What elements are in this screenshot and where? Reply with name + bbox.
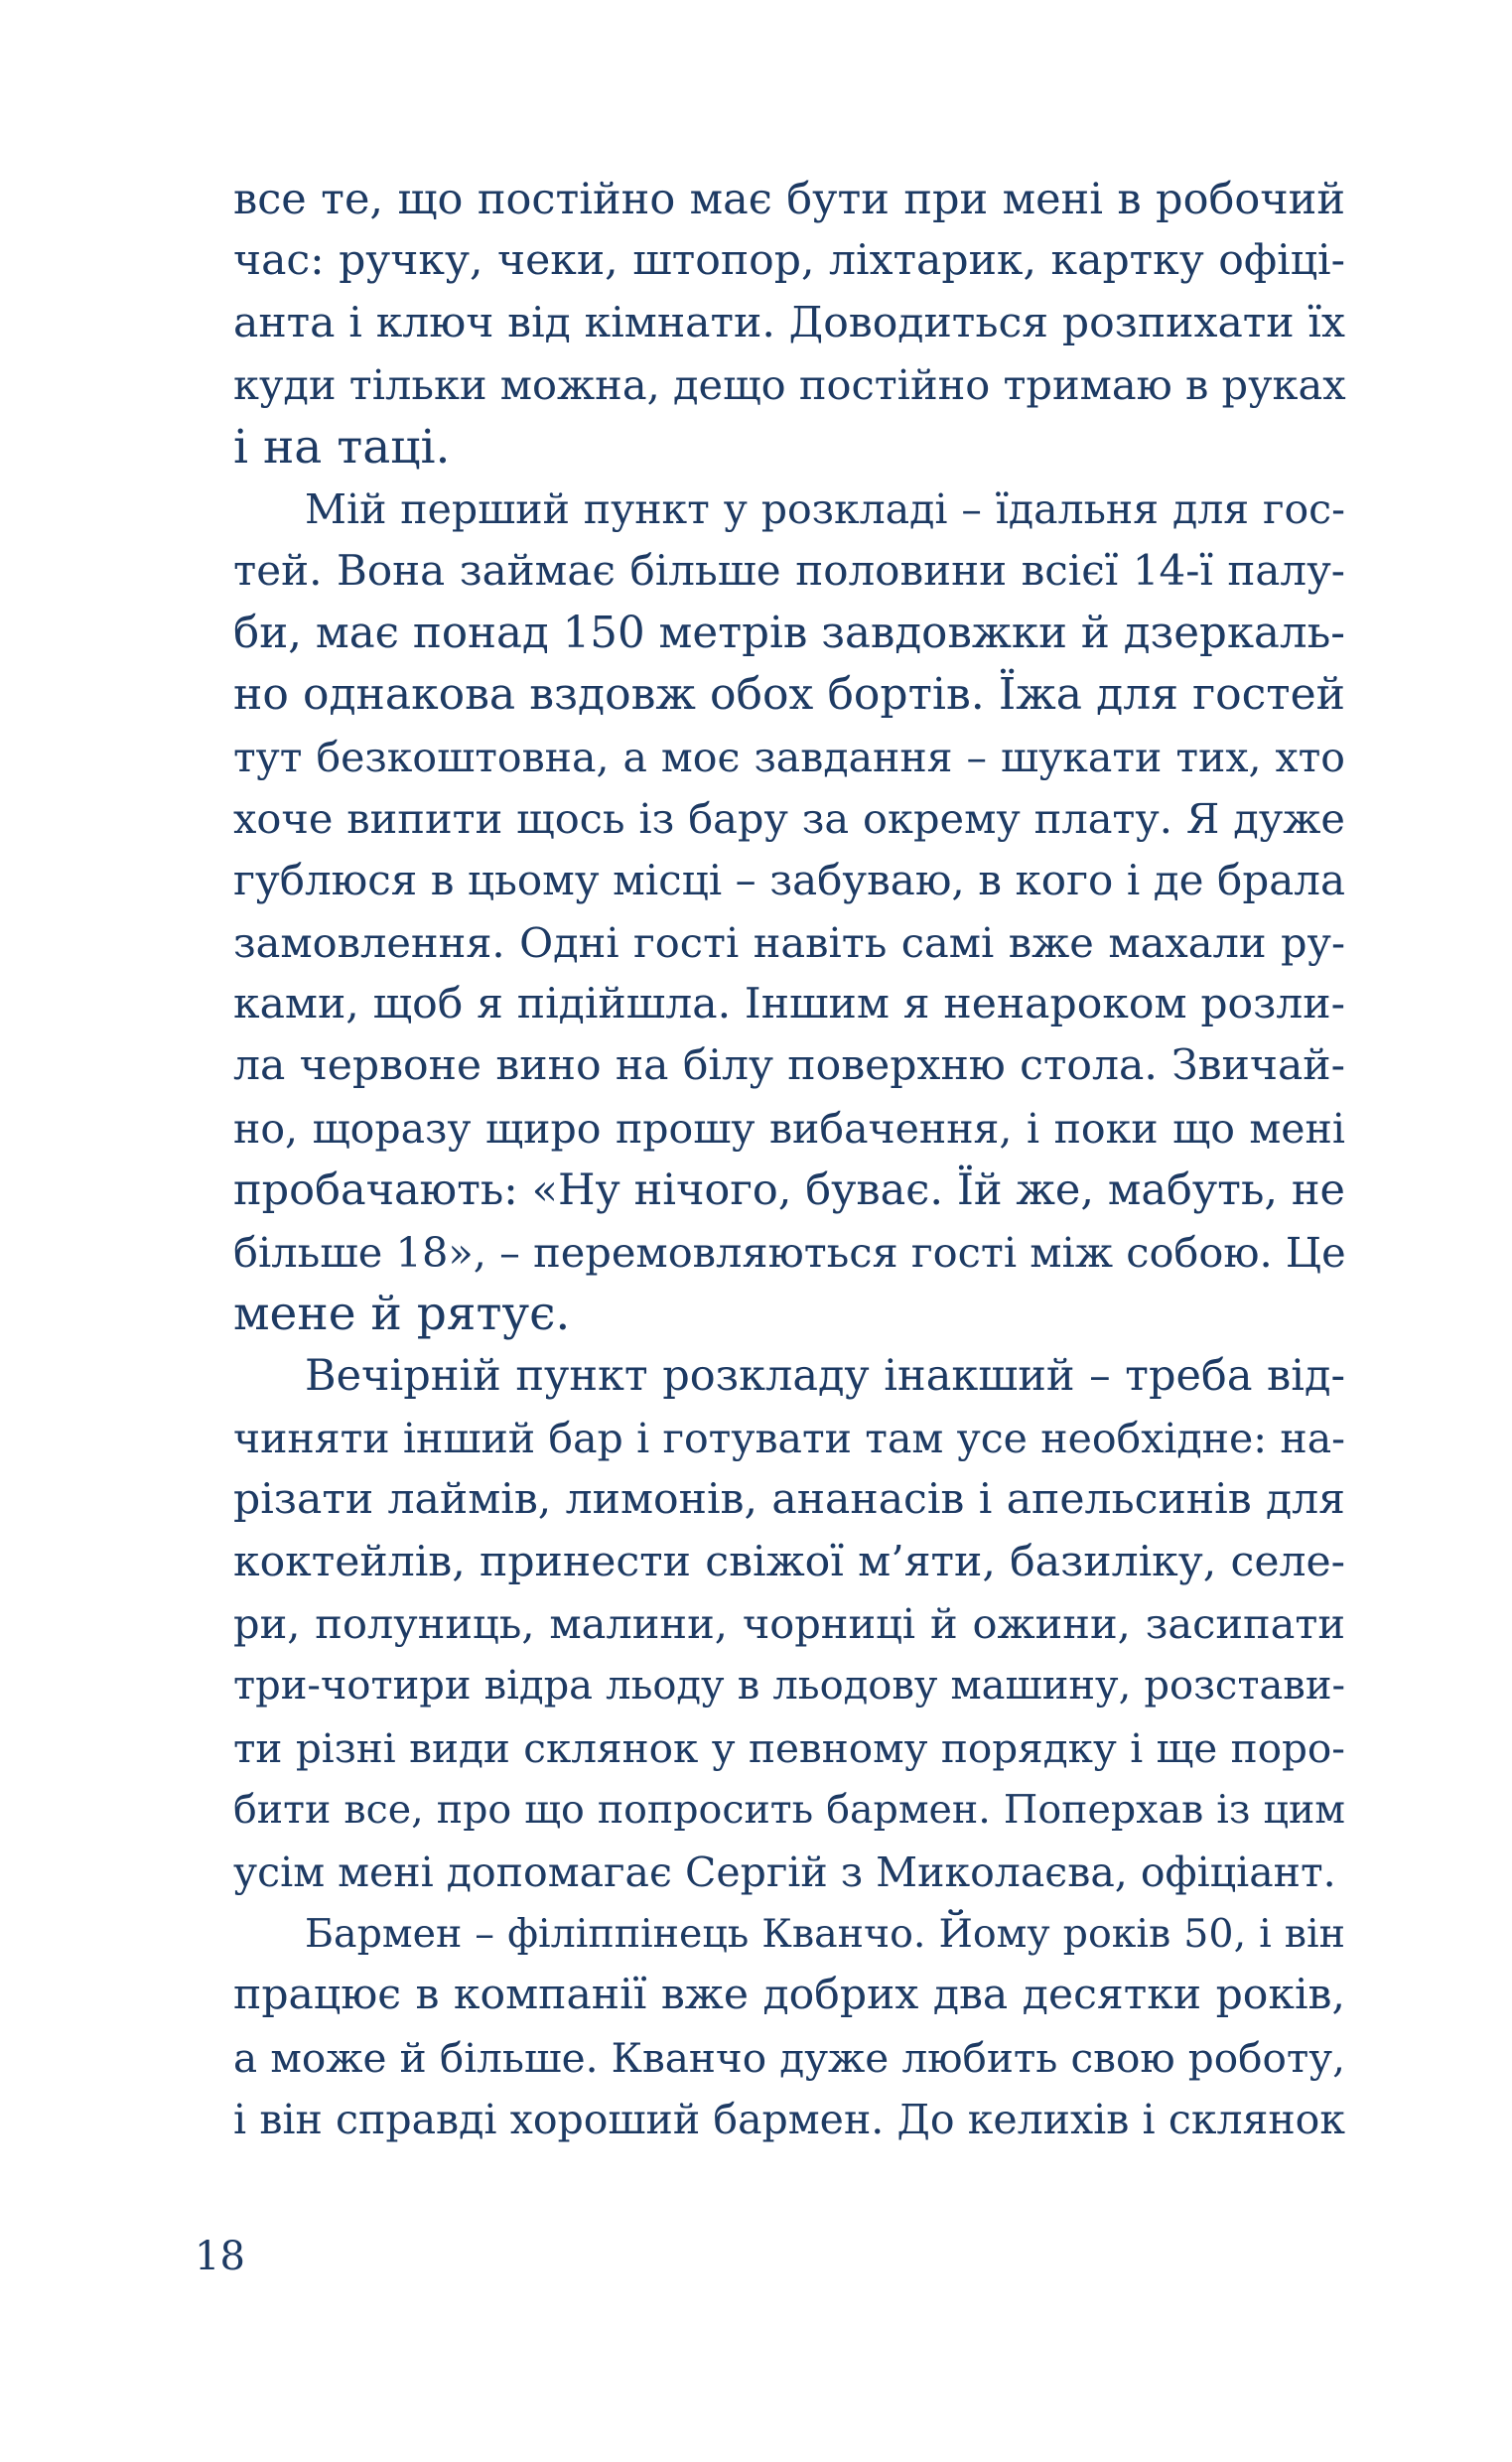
text-line: ри, полуниць, малини, чорниці й ожини, засипати (233, 1598, 1345, 1648)
text-line: а може й більше. Кванчо дуже любить свою роботу, (233, 2033, 1345, 2082)
text-line: Бармен – філіппінець Кванчо. Йому років 50, і він (305, 1910, 1345, 1957)
text-line: замовлення. Одні гості навіть самі вже махали ру- (233, 917, 1345, 967)
text-line: тей. Вона займає більше половини всієї 14-ї палу- (233, 546, 1345, 596)
text-line: би, має понад 150 метрів завдовжки й дзеркаль- (233, 608, 1345, 658)
text-line: бити все, про що попросить бармен. Поперхав із цим (233, 1787, 1345, 1834)
text-line: все те, що постійно має бути при мені в робочий (233, 175, 1345, 224)
text-line: мене й рятує. (233, 1287, 571, 1342)
text-line: пробачають: «Ну нічого, буває. Їй же, мабуть, не (233, 1165, 1345, 1216)
text-line: і він справді хороший бармен. До келихів і склянок (233, 2096, 1345, 2144)
text-line: Вечірній пункт розкладу інакший – треба від- (305, 1351, 1345, 1402)
text-line: усім мені допомагає Сергій з Миколаєва, офіціант. (233, 1847, 1336, 1896)
text-line: куди тільки можна, дещо постійно тримаю в руках (233, 360, 1346, 410)
text-line: чиняти інший бар і готувати там усе необхідне: на- (233, 1414, 1345, 1462)
page-number: 18 (195, 2234, 245, 2279)
text-line: різати лаймів, лимонів, ананасів і апельсинів для (233, 1475, 1345, 1525)
text-line: час: ручку, чеки, штопор, ліхтарик, картку офіці- (233, 236, 1345, 286)
text-line: більше 18», – перемовляються гості між собою. Це (233, 1227, 1346, 1277)
text-line: працює в компанії вже добрих два десятки років, (233, 1971, 1345, 2020)
text-line: ками, щоб я підійшла. Іншим я ненароком розли- (233, 980, 1345, 1029)
text-line: хоче випити щось із бару за окрему плату. Я дуже (233, 793, 1345, 843)
text-line: коктейлів, принести свіжої м’яти, базиліку, селе- (233, 1537, 1345, 1586)
text-line: ти різні види склянок у певному порядку і ще поро- (233, 1723, 1345, 1772)
text-line: анта і ключ від кімнати. Доводиться розпихати їх (233, 298, 1345, 347)
text-line: тут безкоштовна, а моє завдання – шукати тих, хто (233, 733, 1345, 781)
text-line: три-чотири відра льоду в льодову машину, розстави- (233, 1663, 1345, 1710)
body-text (233, 169, 1345, 2151)
text-line: Мій перший пункт у розкладі – їдальня для гос- (305, 484, 1345, 533)
text-line: гублюся в цьому місці – забуваю, в кого і де брала (233, 856, 1345, 905)
text-line: но однакова вздовж обох бортів. Їжа для гостей (233, 669, 1345, 721)
text-line: но, щоразу щиро прошу вибачення, і поки що мені (233, 1104, 1345, 1153)
text-line: ла червоне вино на білу поверхню стола. Звичай- (233, 1041, 1345, 1091)
text-line: і на таці. (233, 419, 451, 475)
